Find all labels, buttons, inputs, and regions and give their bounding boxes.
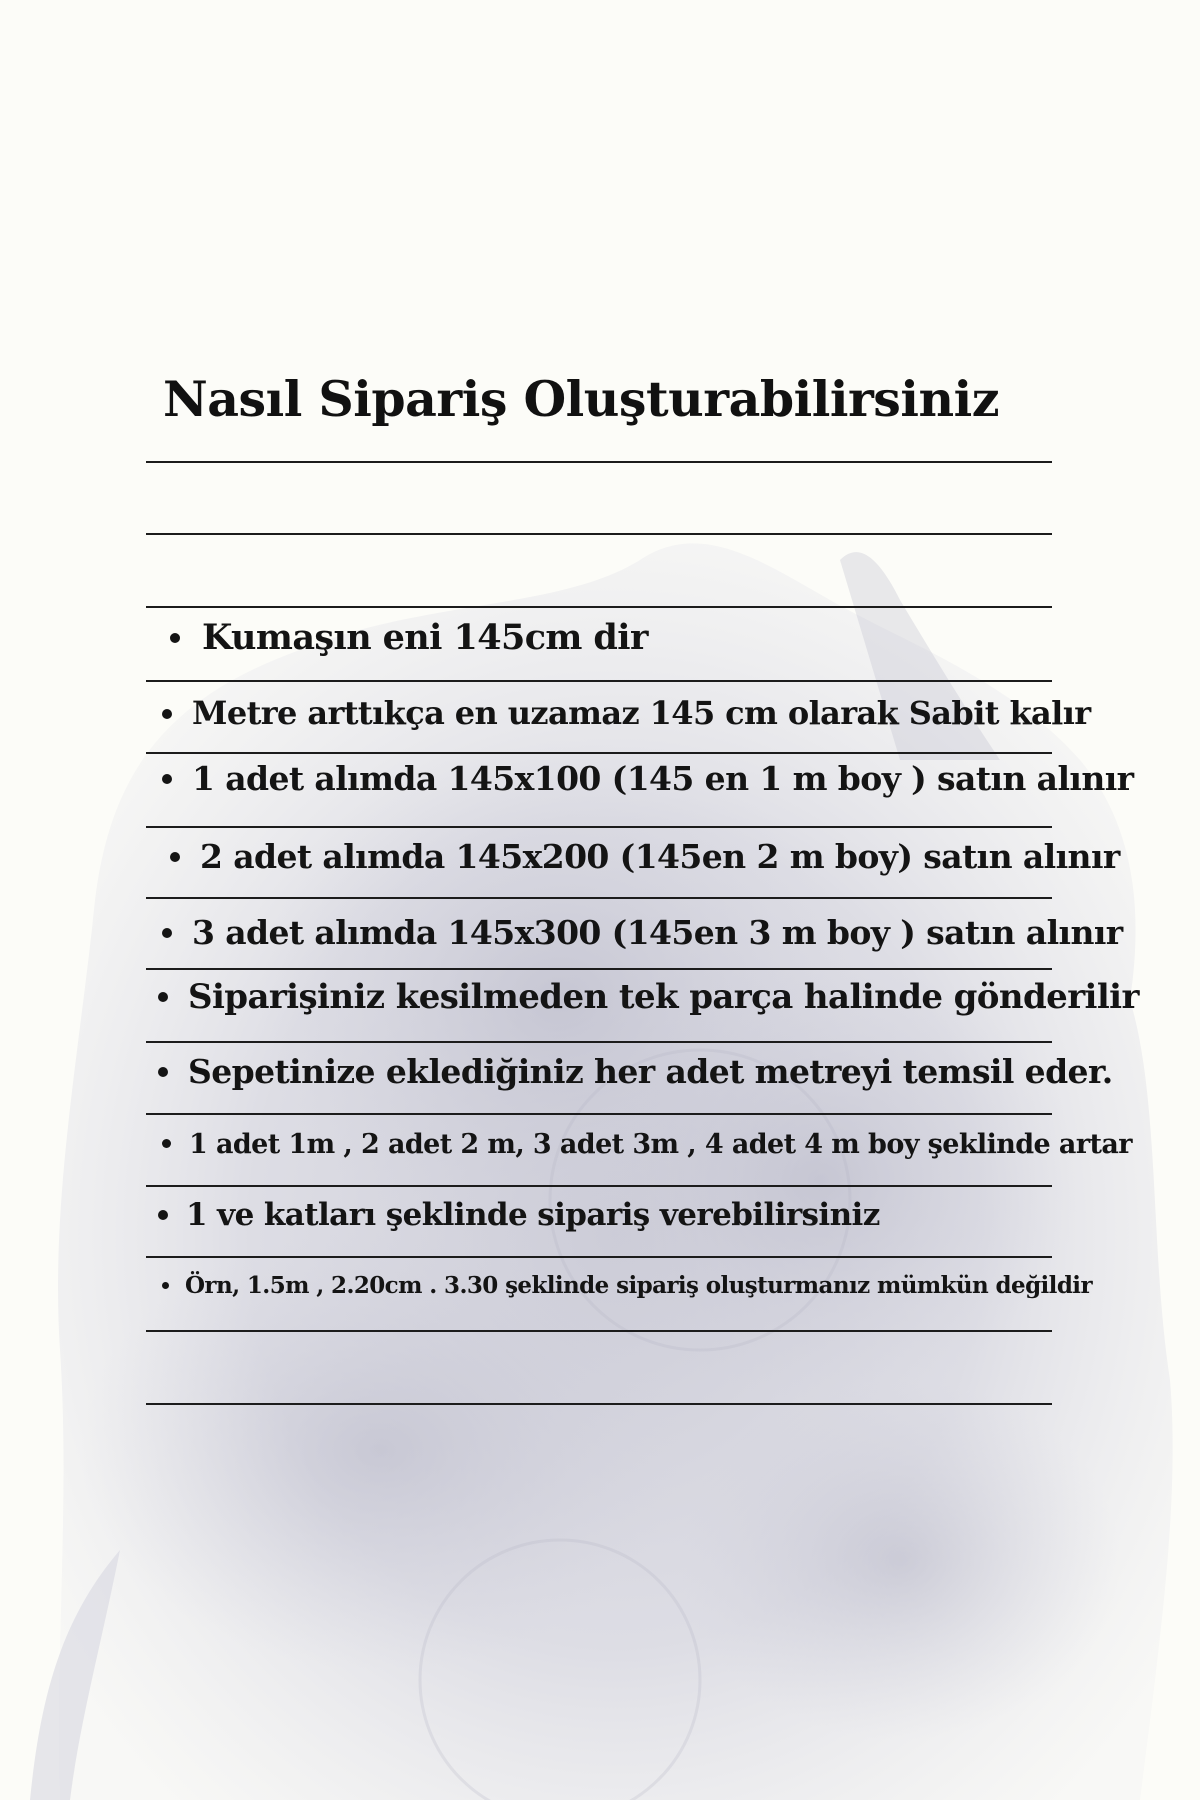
ruled-line [146, 968, 1052, 970]
list-item-text: Metre arttıkça en uzamaz 145 cm olarak Sabit kalır [192, 694, 1091, 732]
bullet-icon [162, 928, 172, 938]
ruled-line [146, 680, 1052, 682]
list-item [158, 977, 1139, 1017]
ruled-line [146, 1256, 1052, 1258]
bullet-icon [162, 774, 172, 784]
page-title: Nasıl Sipariş Oluşturabilirsiniz [163, 370, 1000, 428]
ruled-line [146, 533, 1052, 535]
bullet-icon [162, 1282, 169, 1289]
bullet-icon [170, 633, 180, 643]
list-item-text: 2 adet alımda 145x200 (145en 2 m boy) satın alınır [200, 837, 1120, 876]
list-item-text: Sepetinize eklediğiniz her adet metreyi temsil eder. [188, 1052, 1113, 1091]
list-item [170, 617, 648, 658]
ruled-line [146, 606, 1052, 608]
list-item [158, 1197, 880, 1233]
list-item-text: 1 ve katları şeklinde sipariş verebilirsiniz [186, 1197, 880, 1233]
list-item [162, 759, 1134, 798]
ruled-line [146, 897, 1052, 899]
bullet-icon [162, 709, 172, 719]
list-item [162, 694, 1091, 732]
ruled-line [146, 1041, 1052, 1043]
list-item [162, 913, 1123, 952]
ruled-line [146, 1330, 1052, 1332]
bullet-icon [158, 1067, 168, 1077]
ruled-line [146, 1185, 1052, 1187]
ruled-line [146, 826, 1052, 828]
bullet-icon [158, 1210, 168, 1220]
list-item-text: 1 adet alımda 145x100 (145 en 1 m boy ) satın alınır [192, 759, 1134, 798]
ruled-line [146, 461, 1052, 463]
list-item-text: 1 adet 1m , 2 adet 2 m, 3 adet 3m , 4 adet 4 m boy şeklinde artar [189, 1129, 1132, 1160]
list-item [170, 837, 1120, 876]
bullet-icon [158, 992, 168, 1002]
ruled-line [146, 752, 1052, 754]
list-item-text: Kumaşın eni 145cm dir [202, 617, 648, 658]
list-item-text: Siparişiniz kesilmeden tek parça halinde gönderilir [188, 977, 1139, 1017]
list-item [162, 1274, 1092, 1297]
list-item [158, 1052, 1113, 1091]
ruled-line [146, 1403, 1052, 1405]
bullet-icon [162, 1139, 171, 1148]
ruled-line [146, 1113, 1052, 1115]
list-item-text: 3 adet alımda 145x300 (145en 3 m boy ) satın alınır [192, 913, 1123, 952]
list-item-text: Örn, 1.5m , 2.20cm . 3.30 şeklinde sipariş oluşturmanız mümkün değildir [185, 1272, 1092, 1299]
bullet-icon [170, 852, 180, 862]
list-item [162, 1131, 1132, 1158]
